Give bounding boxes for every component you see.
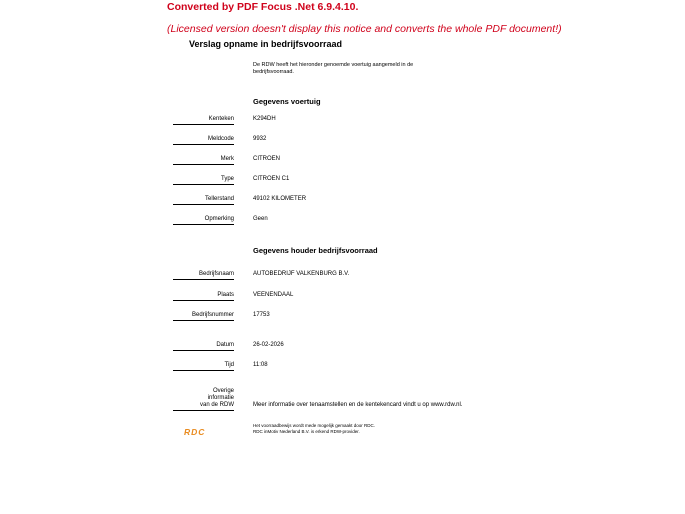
value-plaats: VEENENDAAL — [253, 292, 294, 298]
document-title: Verslag opname in bedrijfsvoorraad — [189, 39, 343, 49]
label-bedrijfsnummer: Bedrijfsnummer — [173, 312, 234, 321]
value-type: CITROEN C1 — [253, 176, 290, 182]
rdc-note — [253, 423, 453, 434]
value-datum: 26-02-2026 — [253, 342, 284, 348]
label-type: Type — [173, 176, 234, 185]
license-notice: (Licensed version doesn't display this notice and converts the whole PDF document!) — [167, 23, 562, 35]
holder-heading: Gegevens houder bedrijfsvoorraad — [253, 246, 378, 255]
label-tijd: Tijd — [173, 362, 234, 371]
conversion-notice: Converted by PDF Focus .Net 6.9.4.10. — [167, 1, 359, 13]
label-plaats: Plaats — [173, 292, 234, 301]
value-kenteken: K294DH — [253, 116, 276, 122]
value-meldcode: 9932 — [253, 136, 267, 142]
value-tellerstand: 49102 KILOMETER — [253, 196, 307, 202]
label-bedrijfsnaam: Bedrijfsnaam — [173, 271, 234, 280]
rdc-logo: RDC — [184, 427, 206, 437]
rdc-note-line2: RDC inMotiv Nederland B.V. is erkend RDW-provider. — [253, 428, 360, 434]
rdc-note-line1: Het voorraadbewijs wordt mede mogelijk gemaakt door RDC. — [253, 423, 376, 428]
label-meldcode: Meldcode — [173, 136, 234, 145]
label-overige-line1: Overige — [212, 388, 234, 394]
label-merk: Merk — [173, 156, 234, 165]
value-overige-informatie: Meer informatie over tenaamstellen en de kentekencard vindt u op www.rdw.nl. — [253, 402, 463, 408]
label-kenteken: Kenteken — [173, 116, 234, 125]
label-datum: Datum — [173, 342, 234, 351]
value-bedrijfsnummer: 17753 — [253, 312, 270, 318]
value-tijd: 11:08 — [253, 362, 268, 368]
label-overige-line2: informatie — [207, 395, 234, 401]
label-overige-informatie — [173, 388, 234, 411]
vehicle-heading: Gegevens voertuig — [253, 97, 321, 106]
label-overige-line3: van de RDW — [199, 402, 234, 408]
intro-text: De RDW heeft het hieronder genoemde voertuig aangemeld in de bedrijfsvoorraad. — [253, 62, 414, 75]
value-merk: CITROEN — [253, 156, 280, 162]
label-opmerking: Opmerking — [173, 216, 234, 225]
value-bedrijfsnaam: AUTOBEDRIJF VALKENBURG B.V. — [253, 271, 350, 277]
value-opmerking: Geen — [253, 216, 268, 222]
label-tellerstand: Tellerstand — [173, 196, 234, 205]
